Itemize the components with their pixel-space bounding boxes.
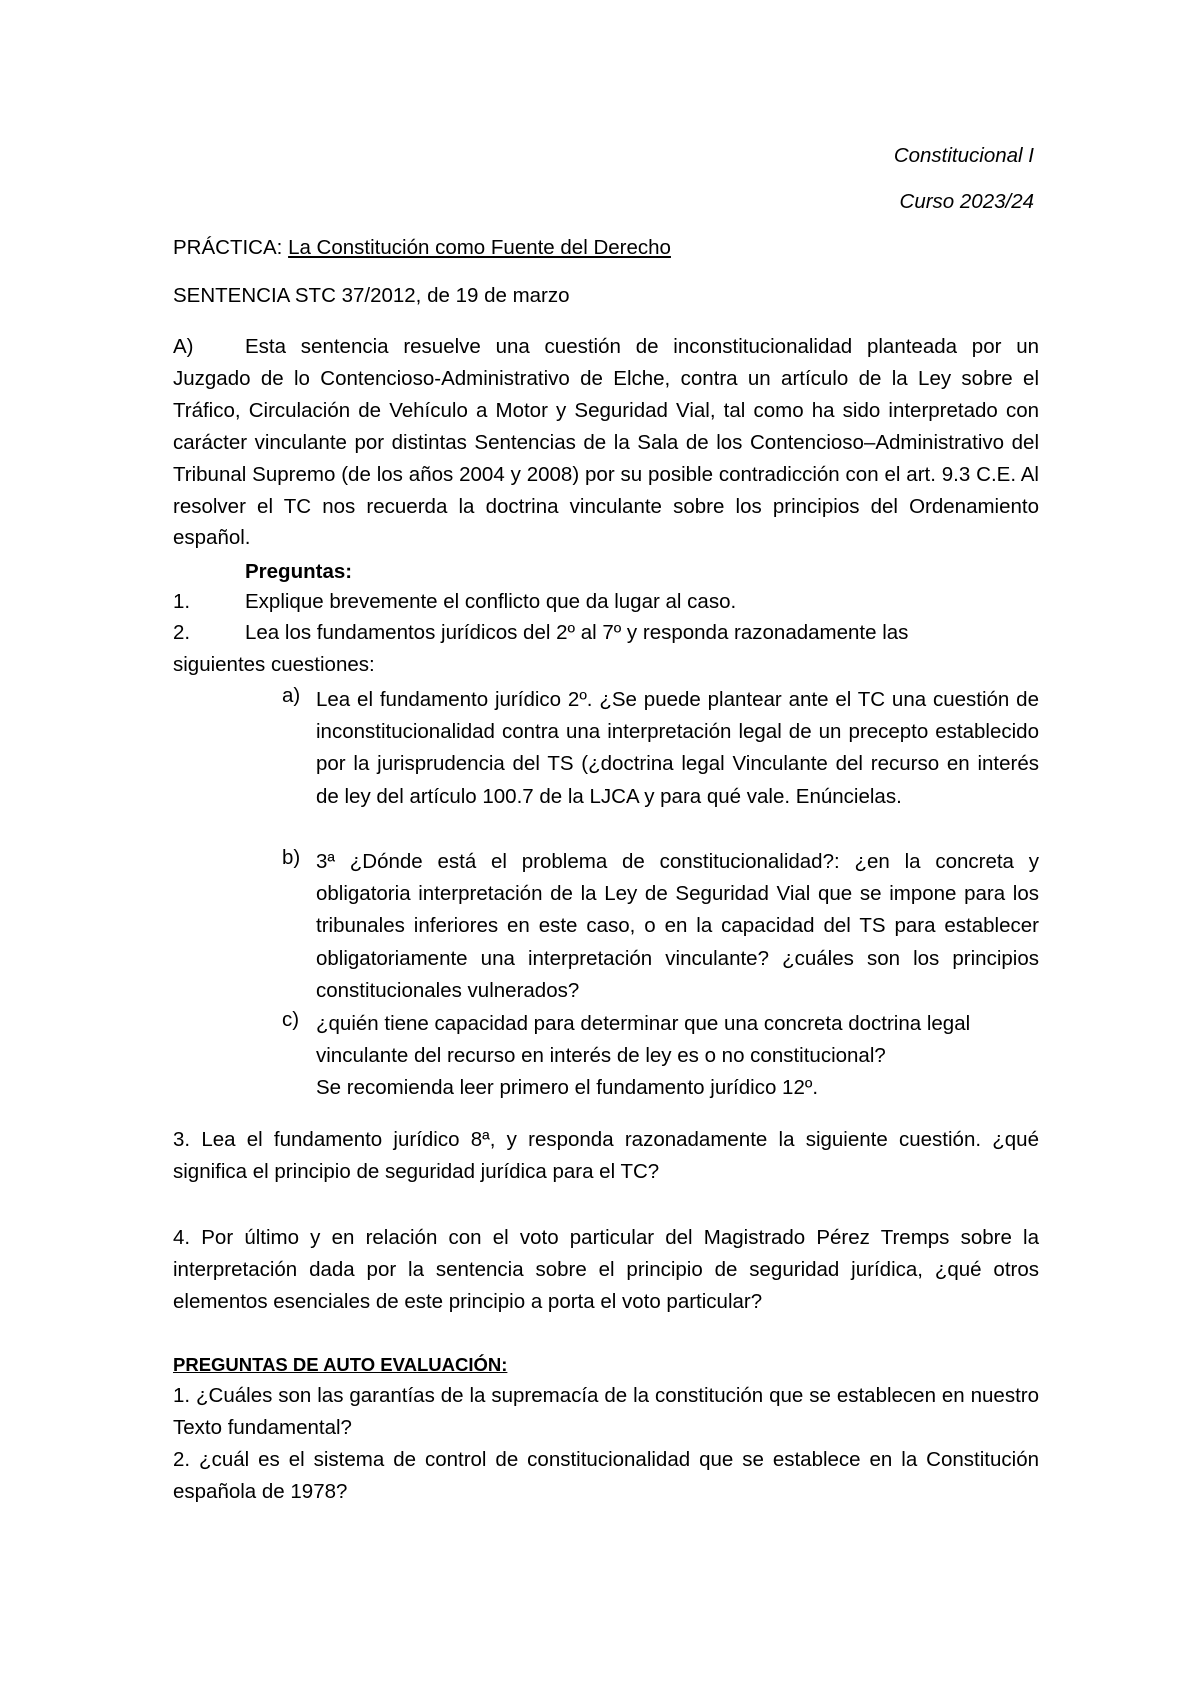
subquestion-a-label: a) [282, 684, 301, 707]
question-4: 4. Por último y en relación con el voto particular del Magistrado Pérez Tremps sobre la interpretación dada por la sentencia sobre el principio de seguridad jurídica, ¿qué otros elementos esenciales de este principio a porta el voto particular? [173, 1226, 1039, 1313]
question-2-text: Lea los fundamentos jurídicos del 2º al 7º y responda razonadamente las [245, 621, 909, 644]
autoevaluacion-question-2: 2. ¿cuál es el sistema de control de constitucionalidad que se establece en la Constitución española de 1978? [173, 1448, 1039, 1503]
question-2-number: 2. [173, 621, 191, 644]
subquestion-c-label: c) [282, 1008, 300, 1031]
section-a-label: A) [173, 335, 194, 358]
subquestion-b-label: b) [282, 846, 301, 869]
practice-title-main: La Constitución como Fuente del Derecho [288, 236, 671, 259]
autoevaluacion-question-1: 1. ¿Cuáles son las garantías de la supremacía de la constitución que se establecen en nuestro Texto fundamental? [173, 1384, 1039, 1439]
question-1 [173, 590, 736, 614]
question-2 [173, 621, 908, 645]
practice-title [173, 236, 671, 260]
question-1-text: Explique brevemente el conflicto que da lugar al caso. [245, 590, 737, 613]
practice-title-prefix: PRÁCTICA: [173, 236, 283, 259]
subquestion-c-note: Se recomienda leer primero el fundamento jurídico 12º. [316, 1076, 819, 1100]
subquestion-c-text [316, 1008, 1039, 1105]
section-a-first-line: Esta sentencia resuelve una cuestión de inconstitucionalidad planteada por un [245, 335, 1039, 358]
question-3: 3. Lea el fundamento jurídico 8ª, y responda razonadamente la siguiente cuestión. ¿qué significa el principio de seguridad jurídica para el TC? [173, 1128, 1039, 1183]
subquestion-b-text: 3ª ¿Dónde está el problema de constitucionalidad?: ¿en la concreta y obligatoria interpretación de la Ley de Seguridad Vial que se impone para los tribunales inferiores en este caso, o en la capacidad del TS para establecer obligatoriamente una interpretación vinculante? ¿cuáles son los principios constitucionales vulnerados? [316, 850, 1039, 1002]
sentencia-reference: SENTENCIA STC 37/2012, de 19 de marzo [173, 284, 570, 307]
autoevaluacion-heading: PREGUNTAS DE AUTO EVALUACIÓN: [173, 1354, 508, 1375]
course-year: Curso 2023/24 [899, 190, 1034, 213]
course-name: Constitucional I [893, 144, 1034, 167]
section-a-text: Juzgado de lo Contencioso-Administrativo de Elche, contra un artículo de la Ley sobre el Tráfico, Circulación de Vehículo a Motor y Seguridad Vial, tal como ha sido interpretado con carácter vinculante por distintas Sentencias de la Sala de los Contencioso–Administrativo del Tribunal Supremo (de los años 2004 y 2008) por su posible contradicción con el art. 9.3 C.E. Al resolver el TC nos recuerda la doctrina vinculante sobre los principios del Ordenamiento español. [173, 366, 1039, 550]
subquestion-c-question: ¿quién tiene capacidad para determinar que una concreta doctrina legal vinculante del recurso en interés de ley es o no constitucional? [316, 1012, 971, 1068]
subquestion-a-text: Lea el fundamento jurídico 2º. ¿Se puede plantear ante el TC una cuestión de inconstitucionalidad contra una interpretación legal de un precepto establecido por la jurisprudencia del TS (¿doctrina legal Vinculante del recurso en interés de ley del artículo 100.7 de la LJCA y para qué vale. Enúncielas. [316, 688, 1039, 808]
section-a-paragraph [173, 331, 1039, 554]
preguntas-heading: Preguntas: [245, 560, 353, 583]
question-1-number: 1. [173, 590, 191, 613]
question-2-continuation: siguientes cuestiones: [173, 653, 375, 676]
